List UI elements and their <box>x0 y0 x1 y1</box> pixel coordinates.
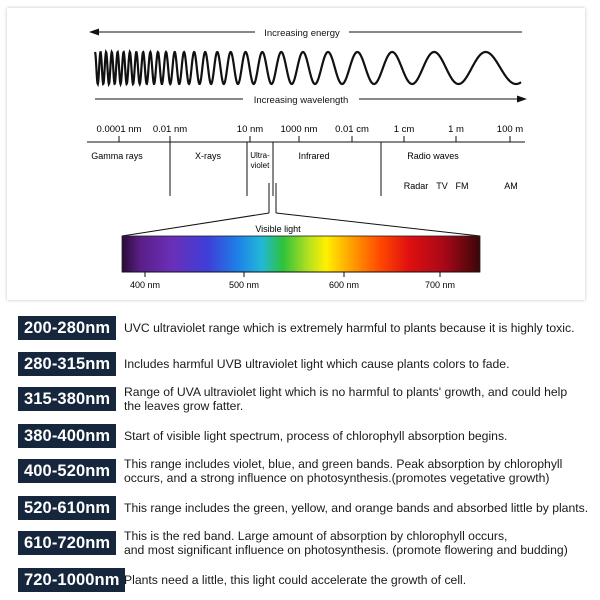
band-row <box>0 422 600 450</box>
radio-sub-tv: TV <box>436 181 448 191</box>
visible-spectrum-bar <box>122 236 480 272</box>
band-range-badge: 520-610nm <box>18 496 116 520</box>
region-infrared: Infrared <box>298 151 330 161</box>
band-description <box>124 573 466 587</box>
band-range-badge: 200-280nm <box>18 316 116 340</box>
visible-tick: 600 nm <box>328 280 360 290</box>
band-desc-line1: Range of UVA ultraviolet light which is no harmful to plants' growth, and could help <box>124 385 568 399</box>
band-row <box>0 457 600 485</box>
region-uv-line2: violet <box>250 161 270 170</box>
band-range-badge: 280-315nm <box>18 352 116 376</box>
band-description <box>124 321 574 335</box>
band-range-badge: 315-380nm <box>18 387 116 411</box>
visible-tick: 500 nm <box>228 280 260 290</box>
visible-tick: 400 nm <box>129 280 161 290</box>
band-description <box>124 429 507 443</box>
scale-tick: 1 cm <box>393 124 415 135</box>
band-description <box>124 529 568 557</box>
scale-tick: 0.01 cm <box>335 124 369 135</box>
band-row <box>0 529 600 557</box>
band-desc-line2: and most significant influence on photosynthesis. (promote flowering and budding) <box>124 543 568 557</box>
scale-tick: 1000 nm <box>280 124 318 135</box>
spectrum-svg <box>7 8 585 300</box>
scale-tick: 1 m <box>448 124 464 135</box>
region-radio: Radio waves <box>407 151 459 161</box>
visible-tick: 700 nm <box>424 280 456 290</box>
band-row <box>0 350 600 378</box>
band-range-badge: 400-520nm <box>18 459 116 483</box>
band-desc-line1: Start of visible light spectrum, process of chlorophyll absorption begins. <box>124 429 508 443</box>
visible-light-label: Visible light <box>255 224 301 234</box>
band-desc-line1: This range includes violet, blue, and green bands. Peak absorption by chlorophyll <box>124 457 563 471</box>
radio-sub-radar: Radar <box>403 181 429 191</box>
band-description <box>124 457 562 485</box>
energy-arrowhead <box>89 29 99 36</box>
band-desc-line2: occurs, and a strong influence on photosynthesis.(promotes vegetative growth) <box>124 471 550 485</box>
wavelength-arrowhead <box>517 96 527 103</box>
scale-tick: 10 nm <box>236 124 264 135</box>
scale-tick: 0.0001 nm <box>96 124 142 135</box>
scale-tick: 0.01 nm <box>152 124 188 135</box>
band-row <box>0 314 600 342</box>
band-range-badge: 720-1000nm <box>18 568 125 592</box>
wavelength-label: Increasing wavelength <box>253 95 349 106</box>
region-gamma: Gamma rays <box>91 151 143 161</box>
radio-sub-am: AM <box>504 181 518 191</box>
band-desc-line1: This range includes the green, yellow, and orange bands and absorbed little by plants. <box>124 501 589 515</box>
band-desc-line1: Plants need a little, this light could accelerate the growth of cell. <box>124 573 467 587</box>
band-description <box>124 385 567 413</box>
band-desc-line1: UVC ultraviolet range which is extremely harmful to plants because it is highly toxic. <box>124 321 575 335</box>
band-desc-line1: This is the red band. Large amount of absorption by chlorophyll occurs, <box>124 529 508 543</box>
spectrum-diagram <box>7 8 585 300</box>
region-uv-line1: Ultra- <box>250 151 270 160</box>
visible-tick-marks <box>122 272 480 277</box>
band-row <box>0 494 600 522</box>
scale-tick: 100 m <box>496 124 524 135</box>
band-desc-line2: the leaves grow fatter. <box>124 399 244 413</box>
radio-sub-fm: FM <box>455 181 469 191</box>
region-xray: X-rays <box>194 151 222 161</box>
band-description <box>124 357 509 371</box>
band-desc-line1: Includes harmful UVB ultraviolet light which cause plants colors to fade. <box>124 357 510 371</box>
band-row <box>0 566 600 594</box>
band-row <box>0 385 600 413</box>
band-range-badge: 610-720nm <box>18 531 116 555</box>
wave-illustration <box>95 52 521 84</box>
energy-label: Increasing energy <box>264 28 340 39</box>
band-description <box>124 501 588 515</box>
band-range-badge: 380-400nm <box>18 424 116 448</box>
